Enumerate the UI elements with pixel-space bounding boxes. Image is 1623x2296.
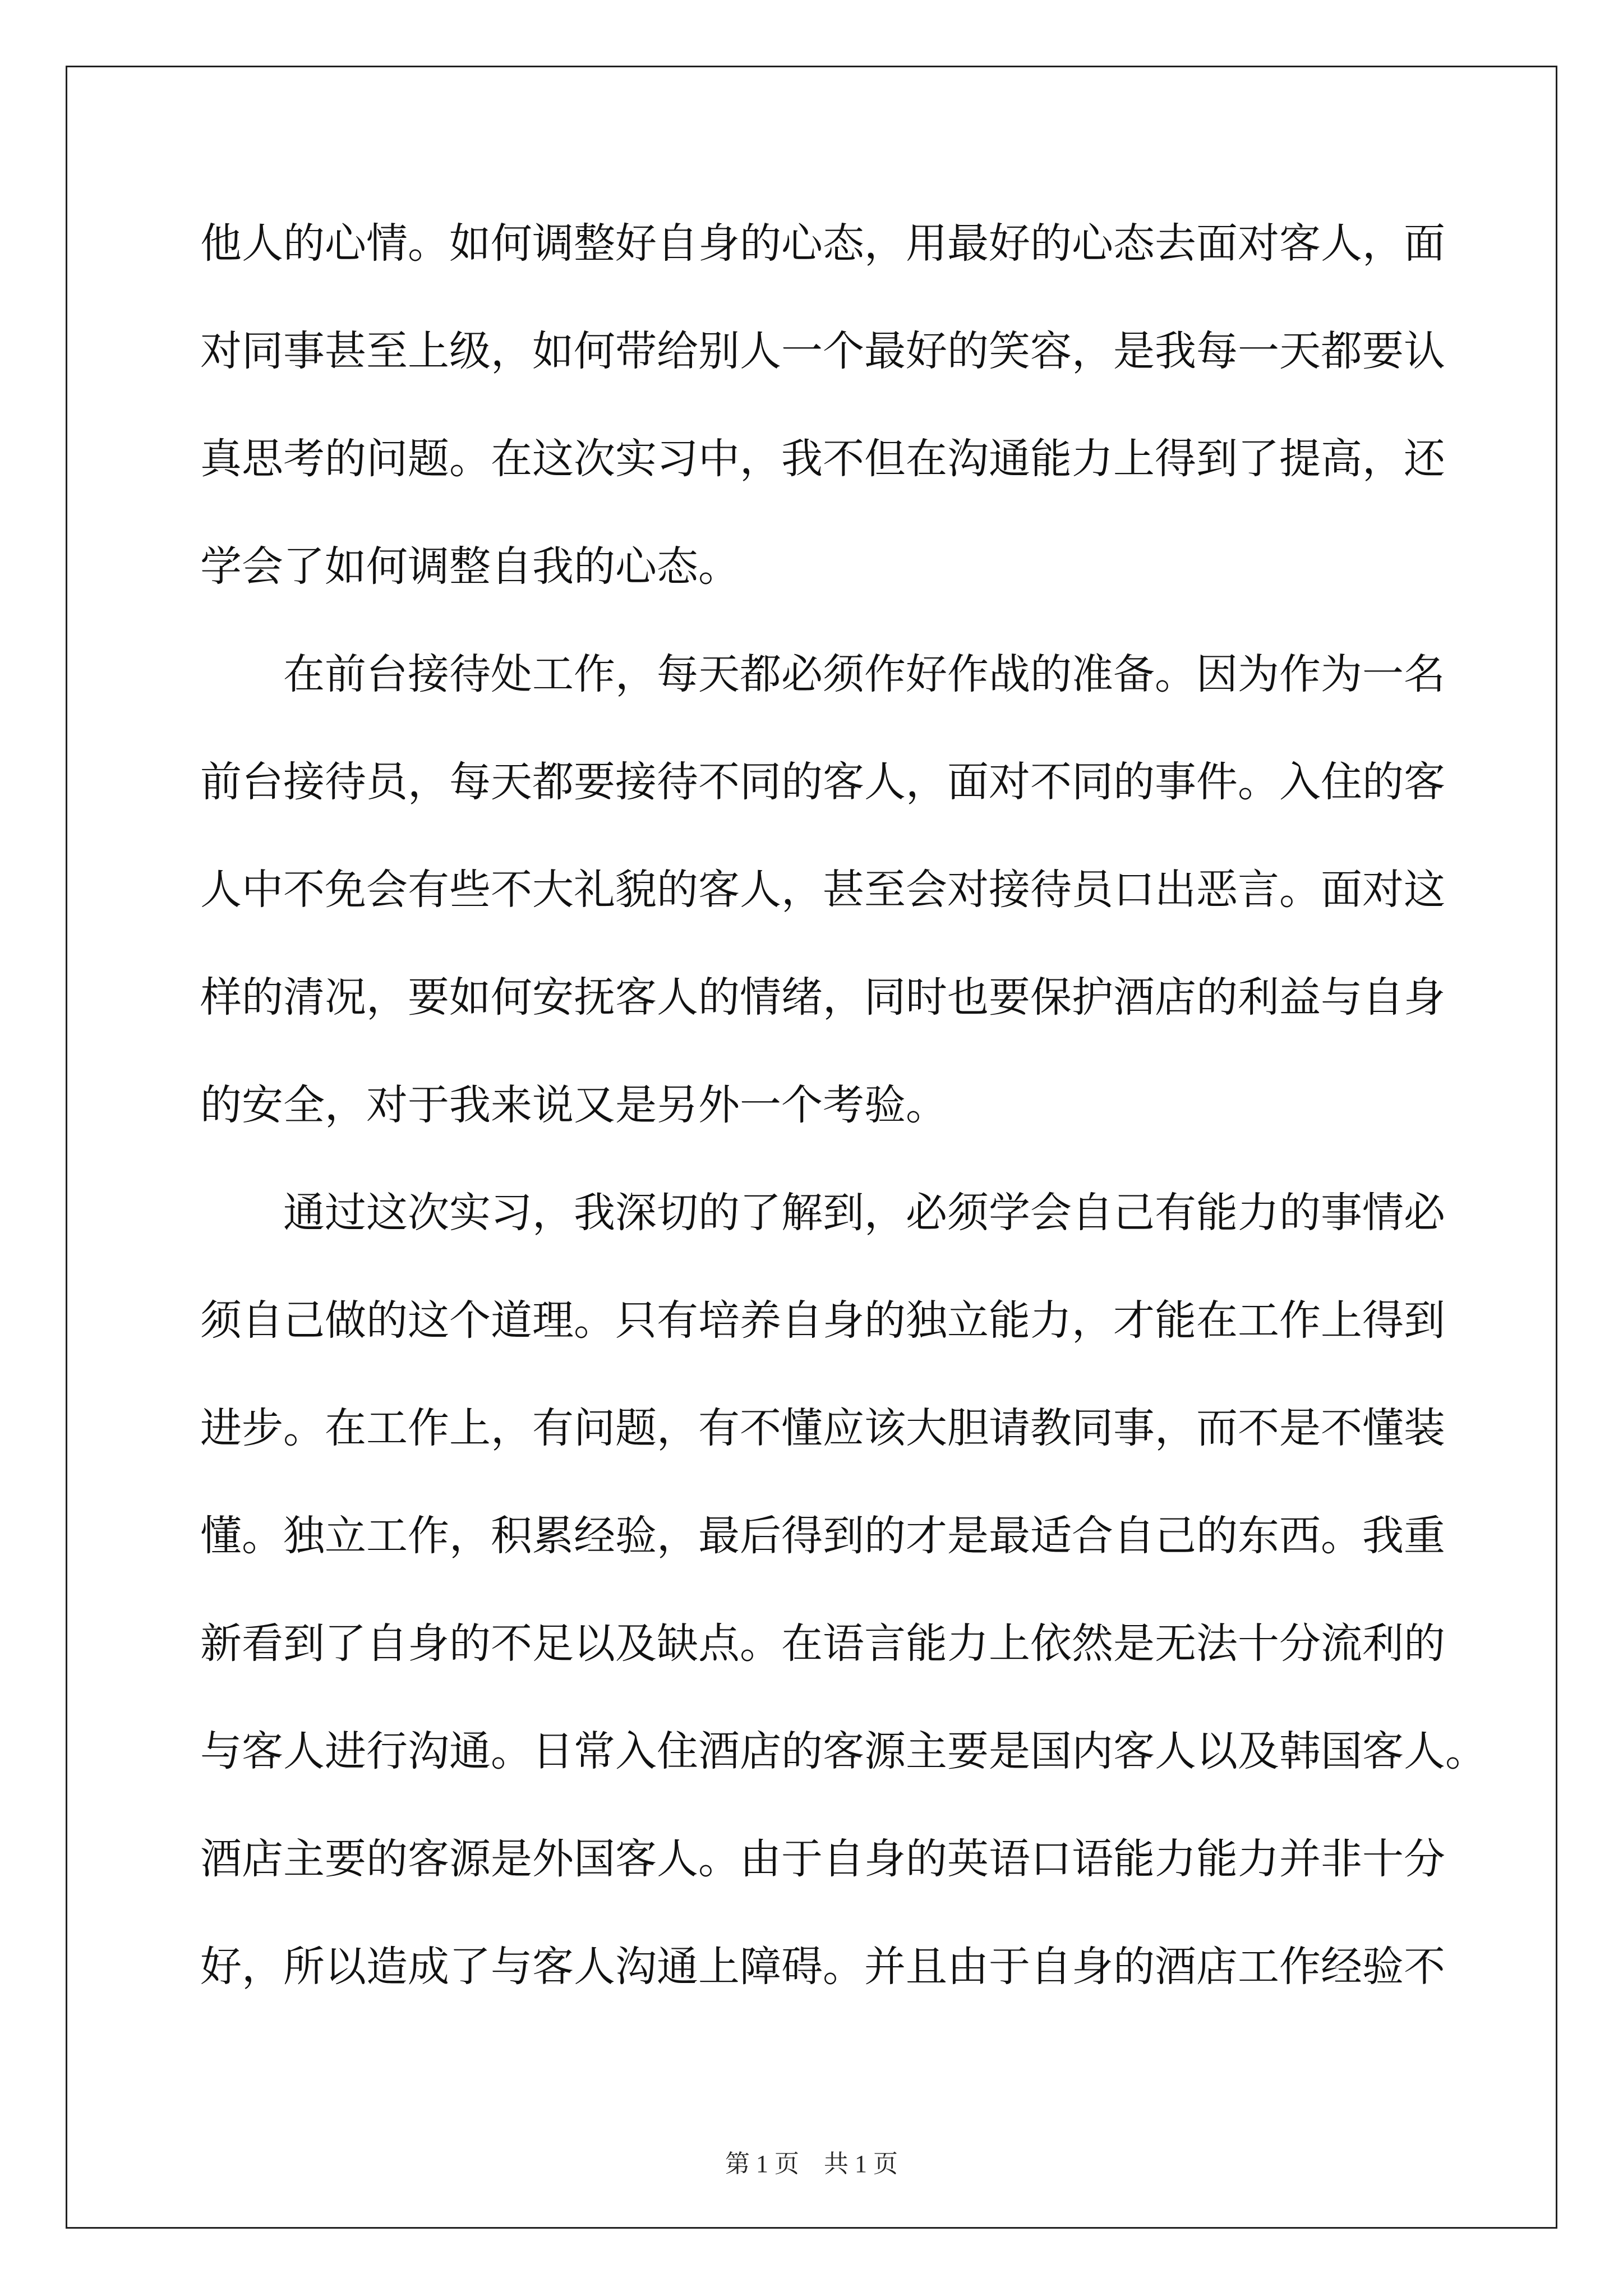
text-line: 与客人进行沟通。日常入住酒店的客源主要是国内客人以及韩国客人。 — [200, 1727, 1487, 1775]
text-line: 他人的心情。如何调整好自身的心态，用最好的心态去面对客人，面 — [200, 219, 1445, 268]
page-number-footer: 第 1 页 共 1 页 — [725, 2150, 898, 2178]
text-line: 对同事甚至上级，如何带给别人一个最好的笑容，是我每一天都要认 — [200, 327, 1445, 375]
text-line: 样的清况，要如何安抚客人的情绪，同时也要保护酒店的利益与自身 — [200, 973, 1445, 1022]
paragraph-first-line: 在前台接待处工作，每天都必须作好作战的准备。因为作为一名 — [283, 650, 1445, 698]
document-body — [200, 215, 1487, 2046]
text-line: 进步。在工作上，有问题，有不懂应该大胆请教同事，而不是不懂装 — [200, 1404, 1445, 1452]
paragraph-first-line: 通过这次实习，我深切的了解到，必须学会自己有能力的事情必 — [283, 1189, 1445, 1237]
text-line: 学会了如何调整自我的心态。 — [200, 542, 740, 591]
text-line: 真思考的问题。在这次实习中，我不但在沟通能力上得到了提高，还 — [200, 435, 1445, 483]
text-line: 须自己做的这个道理。只有培养自身的独立能力，才能在工作上得到 — [200, 1296, 1445, 1345]
text-line: 前台接待员，每天都要接待不同的客人，面对不同的事件。入住的客 — [200, 758, 1445, 806]
text-line: 人中不免会有些不大礼貌的客人，甚至会对接待员口出恶言。面对这 — [200, 866, 1445, 914]
text-line: 酒店主要的客源是外国客人。由于自身的英语口语能力能力并非十分 — [200, 1835, 1445, 1883]
text-line: 新看到了自身的不足以及缺点。在语言能力上依然是无法十分流利的 — [200, 1619, 1445, 1668]
text-line: 的安全，对于我来说又是另外一个考验。 — [200, 1081, 947, 1129]
text-line: 好，所以造成了与客人沟通上障碍。并且由于自身的酒店工作经验不 — [200, 1943, 1445, 1991]
text-line: 懂。独立工作，积累经验，最后得到的才是最适合自己的东西。我重 — [200, 1512, 1445, 1560]
